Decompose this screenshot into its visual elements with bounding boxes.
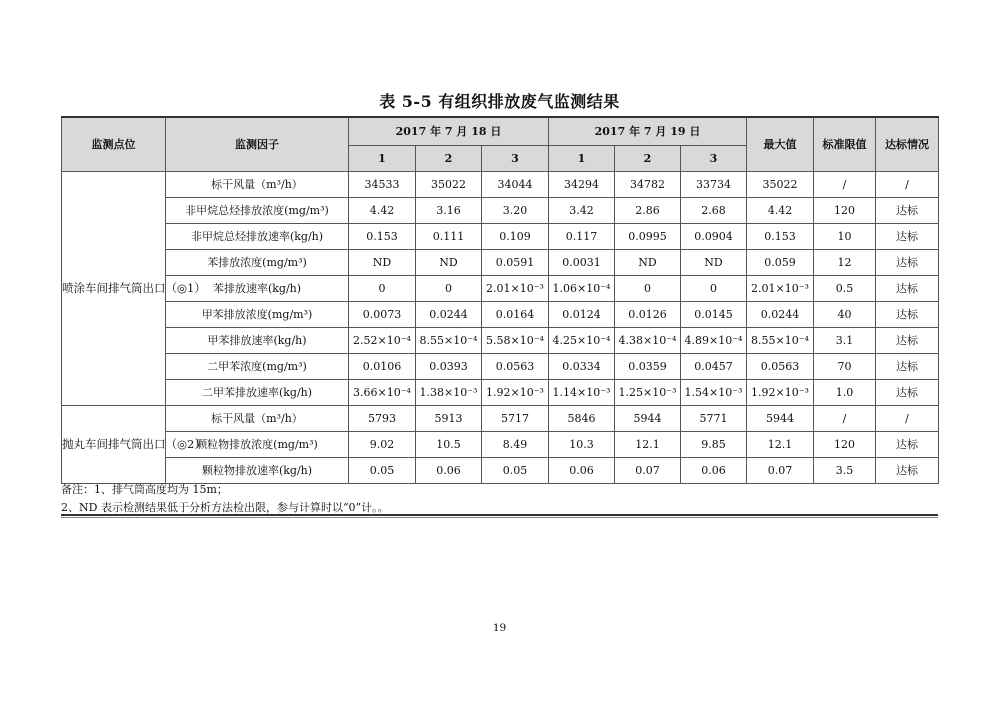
value-cell: 5944 [615, 406, 681, 432]
bottom-rule [61, 514, 938, 518]
value-cell: 0.0591 [482, 250, 549, 276]
header-sub: 3 [482, 146, 549, 172]
page-number: 19 [492, 622, 507, 634]
value-cell: 0.05 [482, 458, 549, 484]
location-cell: 抛丸车间排气筒出口（◎2） [62, 406, 166, 484]
value-cell: 0.0904 [681, 224, 747, 250]
header-max: 最大值 [747, 117, 814, 172]
value-cell: 0.117 [549, 224, 615, 250]
factor-cell: 颗粒物排放速率(kg/h) [166, 458, 349, 484]
value-cell: 0.109 [482, 224, 549, 250]
value-cell: 5846 [549, 406, 615, 432]
value-cell: 4.89×10⁻⁴ [681, 328, 747, 354]
status-cell: 达标 [876, 328, 939, 354]
table-row [62, 198, 939, 224]
value-cell: 0.0393 [416, 354, 482, 380]
factor-cell: 苯排放浓度(mg/m³) [166, 250, 349, 276]
value-cell: 5717 [482, 406, 549, 432]
value-cell: 34044 [482, 172, 549, 198]
value-cell: 9.02 [349, 432, 416, 458]
status-cell: 达标 [876, 224, 939, 250]
value-cell: 2.52×10⁻⁴ [349, 328, 416, 354]
value-cell: 0.0164 [482, 302, 549, 328]
value-cell: 0.06 [681, 458, 747, 484]
value-cell: 0.0073 [349, 302, 416, 328]
value-cell: 0.0124 [549, 302, 615, 328]
header-row-1 [62, 117, 939, 146]
value-cell: 2.68 [681, 198, 747, 224]
value-cell: 0.05 [349, 458, 416, 484]
max-cell: 35022 [747, 172, 814, 198]
table-row [62, 224, 939, 250]
value-cell: 0.0563 [482, 354, 549, 380]
factor-cell: 二甲苯浓度(mg/m³) [166, 354, 349, 380]
limit-cell: 1.0 [814, 380, 876, 406]
status-cell: 达标 [876, 250, 939, 276]
value-cell: 0.06 [416, 458, 482, 484]
value-cell: 3.20 [482, 198, 549, 224]
value-cell: 0.0106 [349, 354, 416, 380]
value-cell: 0.111 [416, 224, 482, 250]
header-date-2: 2017 年 7 月 19 日 [549, 117, 747, 146]
value-cell: 34533 [349, 172, 416, 198]
value-cell: 0.0126 [615, 302, 681, 328]
factor-cell: 非甲烷总烃排放速率(kg/h) [166, 224, 349, 250]
value-cell: 0 [615, 276, 681, 302]
table-row [62, 380, 939, 406]
value-cell: 0.0995 [615, 224, 681, 250]
table-body [62, 172, 939, 484]
value-cell: 0.0031 [549, 250, 615, 276]
emission-results-table [61, 116, 939, 484]
value-cell: 2.86 [615, 198, 681, 224]
status-cell: 达标 [876, 432, 939, 458]
value-cell: 1.38×10⁻³ [416, 380, 482, 406]
limit-cell: 0.5 [814, 276, 876, 302]
value-cell: 4.42 [349, 198, 416, 224]
value-cell: 0 [349, 276, 416, 302]
value-cell: 34782 [615, 172, 681, 198]
value-cell: 10.3 [549, 432, 615, 458]
factor-cell: 标干风量（m³/h） [166, 406, 349, 432]
factor-cell: 非甲烷总烃排放浓度(mg/m³) [166, 198, 349, 224]
max-cell: 0.0244 [747, 302, 814, 328]
value-cell: 5771 [681, 406, 747, 432]
location-cell: 喷涂车间排气筒出口（◎1） [62, 172, 166, 406]
header-date-1: 2017 年 7 月 18 日 [349, 117, 549, 146]
max-cell: 5944 [747, 406, 814, 432]
value-cell: ND [681, 250, 747, 276]
value-cell: 12.1 [615, 432, 681, 458]
value-cell: 10.5 [416, 432, 482, 458]
max-cell: 4.42 [747, 198, 814, 224]
header-location: 监测点位 [62, 117, 166, 172]
limit-cell: / [814, 406, 876, 432]
value-cell: 3.16 [416, 198, 482, 224]
header-factor: 监测因子 [166, 117, 349, 172]
value-cell: 1.92×10⁻³ [482, 380, 549, 406]
table-title: 表 5-5 有组织排放废气监测结果 [379, 92, 620, 111]
header-sub: 2 [615, 146, 681, 172]
value-cell: 8.49 [482, 432, 549, 458]
limit-cell: / [814, 172, 876, 198]
status-cell: 达标 [876, 198, 939, 224]
table-row [62, 302, 939, 328]
status-cell: 达标 [876, 380, 939, 406]
limit-cell: 120 [814, 432, 876, 458]
limit-cell: 3.5 [814, 458, 876, 484]
factor-cell: 颗粒物排放浓度(mg/m³) [166, 432, 349, 458]
value-cell: 0.06 [549, 458, 615, 484]
status-cell: 达标 [876, 458, 939, 484]
value-cell: 5913 [416, 406, 482, 432]
value-cell: 0 [681, 276, 747, 302]
note-line-1: 备注：1、排气筒高度均为 15m； [61, 483, 228, 496]
value-cell: 0.0359 [615, 354, 681, 380]
max-cell: 8.55×10⁻⁴ [747, 328, 814, 354]
value-cell: 0.0145 [681, 302, 747, 328]
table-row [62, 354, 939, 380]
value-cell: ND [615, 250, 681, 276]
value-cell: ND [349, 250, 416, 276]
value-cell: 5793 [349, 406, 416, 432]
status-cell: 达标 [876, 354, 939, 380]
header-sub: 1 [549, 146, 615, 172]
value-cell: 8.55×10⁻⁴ [416, 328, 482, 354]
note-line-2: 2、ND 表示检测结果低于分析方法检出限，参与计算时以“0”计。。 [61, 501, 389, 514]
header-limit: 标准限值 [814, 117, 876, 172]
value-cell: 1.06×10⁻⁴ [549, 276, 615, 302]
header-sub: 3 [681, 146, 747, 172]
limit-cell: 3.1 [814, 328, 876, 354]
table-row [62, 458, 939, 484]
limit-cell: 10 [814, 224, 876, 250]
table-row [62, 172, 939, 198]
value-cell: 3.66×10⁻⁴ [349, 380, 416, 406]
max-cell: 0.07 [747, 458, 814, 484]
table-row [62, 328, 939, 354]
max-cell: 0.153 [747, 224, 814, 250]
status-cell: 达标 [876, 276, 939, 302]
limit-cell: 120 [814, 198, 876, 224]
status-cell: 达标 [876, 302, 939, 328]
max-cell: 1.92×10⁻³ [747, 380, 814, 406]
value-cell: 4.25×10⁻⁴ [549, 328, 615, 354]
value-cell: 0.0334 [549, 354, 615, 380]
value-cell: 0.153 [349, 224, 416, 250]
value-cell: 34294 [549, 172, 615, 198]
value-cell: 9.85 [681, 432, 747, 458]
max-cell: 12.1 [747, 432, 814, 458]
header-sub: 2 [416, 146, 482, 172]
status-cell: / [876, 406, 939, 432]
factor-cell: 标干风量（m³/h） [166, 172, 349, 198]
max-cell: 0.0563 [747, 354, 814, 380]
max-cell: 2.01×10⁻³ [747, 276, 814, 302]
value-cell: 35022 [416, 172, 482, 198]
table-row [62, 250, 939, 276]
limit-cell: 12 [814, 250, 876, 276]
value-cell: 1.25×10⁻³ [615, 380, 681, 406]
header-status: 达标情况 [876, 117, 939, 172]
value-cell: ND [416, 250, 482, 276]
value-cell: 1.54×10⁻³ [681, 380, 747, 406]
limit-cell: 70 [814, 354, 876, 380]
factor-cell: 甲苯排放浓度(mg/m³) [166, 302, 349, 328]
value-cell: 2.01×10⁻³ [482, 276, 549, 302]
value-cell: 0.0457 [681, 354, 747, 380]
value-cell: 4.38×10⁻⁴ [615, 328, 681, 354]
value-cell: 0.0244 [416, 302, 482, 328]
max-cell: 0.059 [747, 250, 814, 276]
table-row [62, 406, 939, 432]
factor-cell: 甲苯排放速率(kg/h) [166, 328, 349, 354]
value-cell: 5.58×10⁻⁴ [482, 328, 549, 354]
value-cell: 33734 [681, 172, 747, 198]
factor-cell: 二甲苯排放速率(kg/h) [166, 380, 349, 406]
value-cell: 3.42 [549, 198, 615, 224]
status-cell: / [876, 172, 939, 198]
limit-cell: 40 [814, 302, 876, 328]
value-cell: 0 [416, 276, 482, 302]
value-cell: 0.07 [615, 458, 681, 484]
value-cell: 1.14×10⁻³ [549, 380, 615, 406]
factor-cell: 苯排放速率(kg/h) [166, 276, 349, 302]
header-sub: 1 [349, 146, 416, 172]
